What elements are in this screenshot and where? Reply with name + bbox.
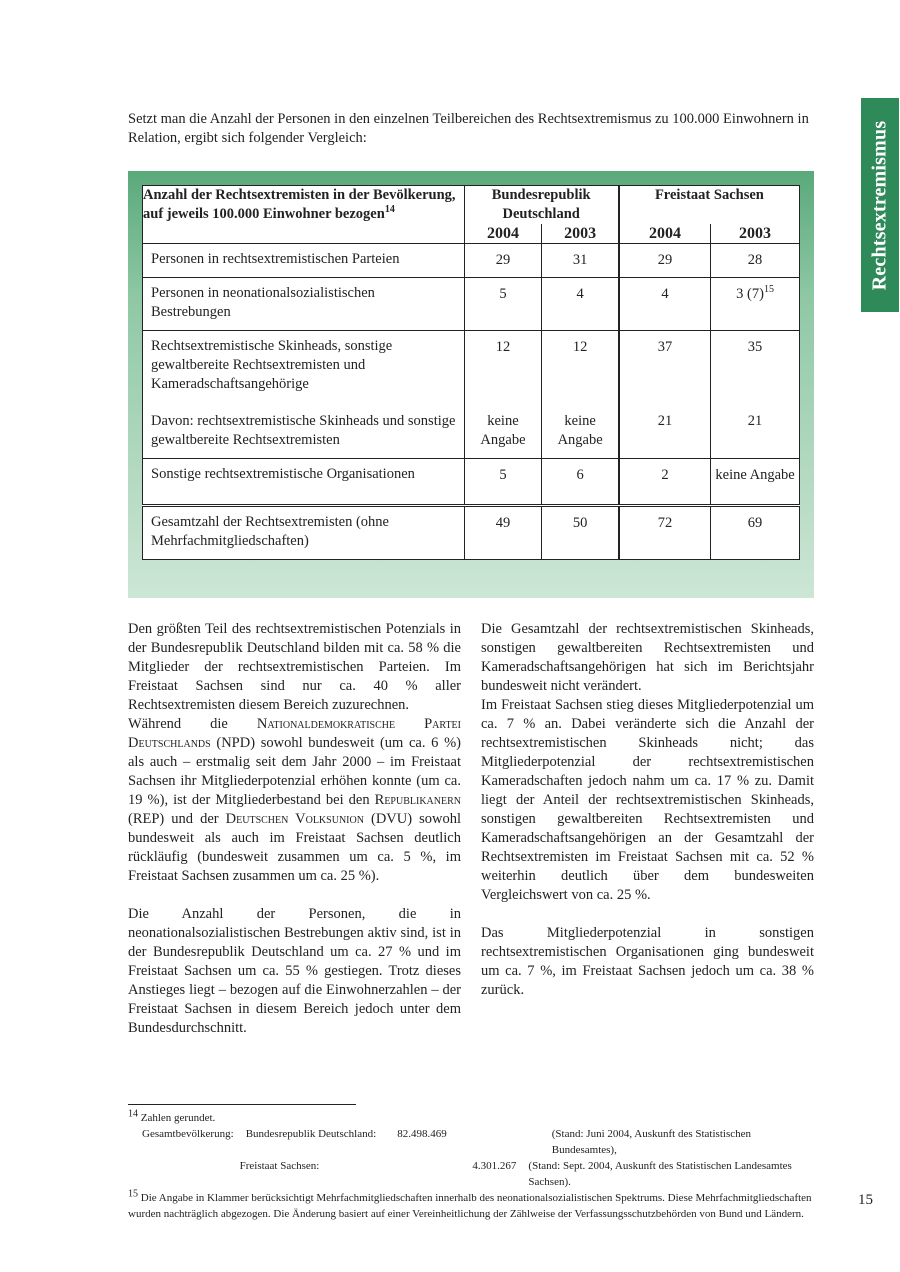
table-cell: 5 <box>464 459 542 506</box>
table-cell: 28 <box>711 244 800 278</box>
table-header-row <box>143 186 800 225</box>
paragraph: Das Mitgliederpotenzial in sonstigen rechtsextremistischen Organisationen ging bundesweit um ca. 7 %, im Freistaat Sachsen jedoch um ca. 38 % zurück. <box>481 925 814 998</box>
population-row: Gesamtbevölkerung: Bundesrepublik Deutschland: 82.498.469 (Stand: Juni 2004, Auskunft des Statistischen Bundesamtes), <box>142 1128 751 1156</box>
table-cell: 2 <box>619 459 711 506</box>
row-label: Gesamtzahl der Rechtsextremisten (ohne Mehrfachmitgliedschaften) <box>143 506 465 560</box>
year-header: 2004 <box>619 224 711 244</box>
paragraph: Die Gesamtzahl der rechtsextremistischen Skinheads, sonstigen gewaltbereiten Rechtsextremisten und Kameradschaftsangehörigen hat sich im Berichtsjahr bundesweit nicht verändert. <box>481 621 814 694</box>
row-label: Personen in neonationalsozialistischen Bestrebungen <box>143 278 465 331</box>
table-cell: 4 <box>542 278 619 331</box>
row-label: Sonstige rechtsextremistische Organisationen <box>143 459 465 506</box>
table-row <box>143 459 800 506</box>
footnote-divider <box>128 1104 356 1105</box>
paragraph: Den größten Teil des rechtsextremistischen Potenzials in der Bundesrepublik Deutschland bilden mit ca. 58 % die Mitglieder der rechtsextremistischen Parteien. Im Freistaat Sachsen sind nur ca. 40 % aller Rechtsextremisten diesem Bereich zuzurechnen. <box>128 621 461 713</box>
table-cell: 12 <box>542 331 619 395</box>
table-row <box>143 394 800 459</box>
table-row <box>143 244 800 278</box>
table-cell: 35 <box>711 331 800 395</box>
table-panel <box>128 171 814 598</box>
footnote-ref-14: 14 <box>384 204 395 216</box>
table-total-row <box>143 506 800 560</box>
table-cell: keine Angabe <box>542 394 619 459</box>
table-header-label: Anzahl der Rechtsextremisten in der Bevölkerung, auf jeweils 100.000 Einwohner bezogen$^{14}$ <box>143 186 465 244</box>
intro-paragraph: Setzt man die Anzahl der Personen in den einzelnen Teilbereichen des Rechtsextremismus zu 100.000 Einwohnern in Relation, ergibt sich folgender Vergleich: <box>128 111 809 146</box>
table-cell: 12 <box>464 331 542 395</box>
right-column <box>481 620 814 1000</box>
year-header: 2004 <box>464 224 542 244</box>
party-name-dvu: Deutschen Volksunion <box>225 811 364 827</box>
footnote-15: $^{15}$ Die Angabe in Klammer berücksichtigt Mehrfachmitgliedschaften innerhalb des neonationalsozialistischen Spektrums. Diese Mehrfachmitgliedschaften wurden nachträglich abgezogen. Die Änderung basiert auf einer Vereinheitlichung der Zählweise der Verfassungsschutzbehörden von Bund und Ländern. <box>128 1188 812 1220</box>
page-number: 15 <box>858 1192 873 1208</box>
year-header: 2003 <box>711 224 800 244</box>
paragraph: Die Anzahl der Personen, die in neonationalsozialistischen Bestrebungen aktiv sind, ist in der Bundesrepublik Deutschland um ca. 27 % und im Freistaat Sachsen um ca. 55 % gestiegen. Trotz dieses Anstieges liegt – bezogen auf die Einwohnerzahlen – der Freistaat Sachsen in diesem Bereich jedoch unter dem Bundesdurchschnitt. <box>128 906 461 1036</box>
row-label: Rechtsextremistische Skinheads, sonstige gewaltbereite Rechtsextremisten und Kameradschaftsangehörige <box>143 331 465 395</box>
table-cell: 29 <box>464 244 542 278</box>
table-cell: keine Angabe <box>464 394 542 459</box>
table-cell: 37 <box>619 331 711 395</box>
paragraph: Im Freistaat Sachsen stieg dieses Mitgliederpotenzial um ca. 7 % an. Dabei veränderte sich die Anzahl der rechtsextremistischen Skinheads nicht; das Mitgliederpotenzial der rechtsextremistischen Kameradschaften jedoch nahm um ca. 17 % zu. Damit liegt der Anteil der rechtsextremistischen Skinheads, sonstigen gewaltbereiten Rechtsextremisten und Kameradschaftsangehörigen an der Gesamtzahl der Rechtsextremisten im Freistaat Sachsen mit ca. 52 % weiterhin deutlich über dem bundesweiten Vergleichswert von ca. 25 %. <box>481 697 814 903</box>
table-cell: 29 <box>619 244 711 278</box>
table-row <box>143 331 800 395</box>
footnote-14: $^{14}$ Zahlen gerundet. <box>128 1108 216 1124</box>
left-column <box>128 620 461 1038</box>
table-cell: 21 <box>711 394 800 459</box>
population-row: Freistaat Sachsen: 4.301.267 (Stand: Sept. 2004, Auskunft des Statistischen Landesamtes Sachsen). <box>239 1160 792 1188</box>
table-row <box>143 278 800 331</box>
table-cell: 6 <box>542 459 619 506</box>
table-cell: 5 <box>464 278 542 331</box>
table-cell: 3 $(7)^{15}$ <box>711 278 800 331</box>
section-tab <box>861 98 899 312</box>
table-cell: keine Angabe <box>711 459 800 506</box>
table-cell: 31 <box>542 244 619 278</box>
footnote-ref-15: 15 <box>763 284 774 296</box>
table-cell: 4 <box>619 278 711 331</box>
section-tab-label: Rechtsextremismus <box>868 120 891 290</box>
table-cell: 21 <box>619 394 711 459</box>
row-label: Personen in rechtsextremistischen Parteien <box>143 244 465 278</box>
table-cell: 72 <box>619 506 711 560</box>
footnotes <box>128 1110 818 1222</box>
header-group-saxony: Freistaat Sachsen <box>619 186 800 225</box>
table-cell: 49 <box>464 506 542 560</box>
party-name-rep: Republikanern <box>374 792 461 808</box>
party-name-npd: Nationaldemokratische Partei Deutschlands <box>128 716 461 751</box>
header-group-germany: Bundesrepublik Deutschland <box>464 186 619 225</box>
row-label: Davon: rechtsextremistische Skinheads und sonstige gewaltbereite Rechtsextremisten <box>143 394 465 459</box>
paragraph: Während die Nationaldemokratische Partei Deutschlands (NPD) sowohl bundesweit (um ca. 6 %) als auch – erstmalig seit dem Jahr 2000 – im Freistaat Sachsen ihr Mitgliederpotenzial erhöhen konnte (um ca. 19 %), ist der Mitgliederbestand bei den Republikanern (REP) und der Deutschen Volksunion (DVU) sowohl bundesweit als auch im Freistaat Sachsen deutlich rückläufig (bundesweit zusammen um ca. 5 %, im Freistaat Sachsen zusammen um ca. 25 %). <box>128 716 461 884</box>
comparison-table <box>142 185 800 560</box>
table-cell: 69 <box>711 506 800 560</box>
table-cell: 50 <box>542 506 619 560</box>
year-header: 2003 <box>542 224 619 244</box>
